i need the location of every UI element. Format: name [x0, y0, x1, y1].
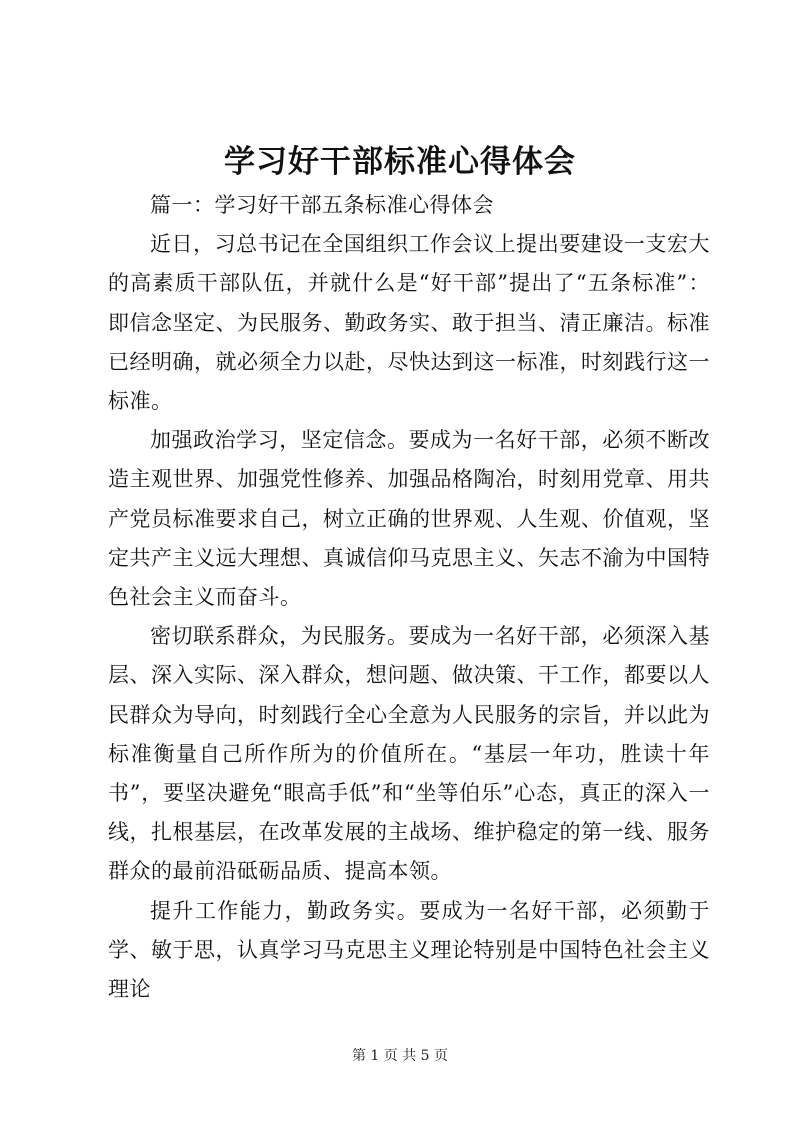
paragraph-work-ability: 提升工作能力，勤政务实。要成为一名好干部，必须勤于学、敏于思，认真学习马克思主义理论特别是中国特色社会主义理论	[108, 898, 710, 1002]
paragraph-serve-people: 密切联系群众，为民服务。要成为一名好干部，必须深入基层、深入实际、深入群众，想问题、做决策、干工作，都要以人民群众为导向，时刻践行全心全意为人民服务的宗旨，并以此为标准衡量自己所作所为的价值所在。“基层一年功，胜读十年书”，要坚决避免“眼高手低”和“坐等伯乐”心态，真正的深入一线，扎根基层，在改革发展的主战场、维护稳定的第一线、服务群众的最前沿砥砺品质、提高本领。	[108, 624, 710, 884]
paragraph-political-study: 加强政治学习，坚定信念。要成为一名好干部，必须不断改造主观世界、加强党性修养、加强品格陶冶，时刻用党章、用共产党员标准要求自己，树立正确的世界观、人生观、价值观，坚定共产主义远大理想、真诚信仰马克思主义、矢志不渝为中国特色社会主义而奋斗。	[108, 428, 710, 610]
page-number-footer: 第 1 页 共 5 页	[351, 1048, 449, 1064]
document-title: 学习好干部标准心得体会	[224, 144, 576, 180]
document-body	[108, 186, 710, 1009]
paragraph-intro: 近日，习总书记在全国组织工作会议上提出要建设一支宏大的高素质干部队伍，并就什么是“好干部”提出了“五条标准”：即信念坚定、为民服务、勤政务实、敢于担当、清正廉洁。标准已经明确，就必须全力以赴，尽快达到这一标准，时刻践行这一标准。	[108, 232, 710, 414]
section-heading: 篇一：学习好干部五条标准心得体会	[150, 193, 494, 217]
